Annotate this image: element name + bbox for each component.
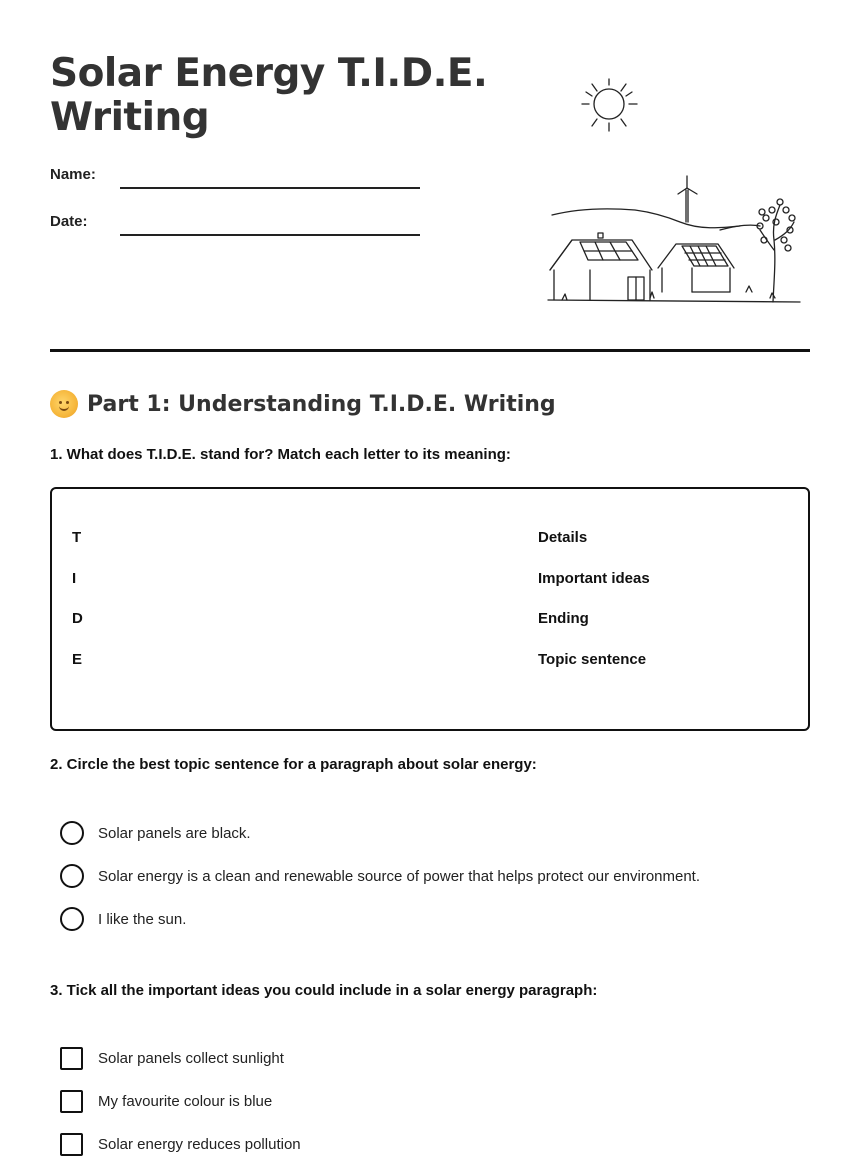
q2-option[interactable] bbox=[60, 863, 700, 889]
q3-option-label: Solar panels collect sunlight bbox=[98, 1049, 284, 1067]
q2-option[interactable] bbox=[60, 820, 251, 846]
match-letter[interactable]: D bbox=[72, 610, 83, 627]
checkbox[interactable] bbox=[60, 1133, 83, 1156]
radio-circle[interactable] bbox=[60, 821, 84, 845]
match-meaning[interactable]: Ending bbox=[538, 610, 589, 627]
checkbox[interactable] bbox=[60, 1047, 83, 1070]
match-letter[interactable]: T bbox=[72, 529, 82, 546]
date-label: Date: bbox=[50, 213, 88, 230]
part1-title: Part 1: Understanding T.I.D.E. Writing bbox=[87, 391, 556, 417]
header-divider bbox=[50, 349, 810, 352]
q2-option-label: I like the sun. bbox=[98, 910, 187, 928]
q3-option-label: Solar energy reduces pollution bbox=[98, 1135, 301, 1153]
q3-option[interactable] bbox=[60, 1088, 272, 1114]
match-letter[interactable]: E bbox=[72, 651, 83, 668]
q1-prompt: 1. What does T.I.D.E. stand for? Match each letter to its meaning: bbox=[50, 446, 511, 463]
sun-icon bbox=[582, 79, 637, 131]
radio-circle[interactable] bbox=[60, 907, 84, 931]
match-meaning[interactable]: Important ideas bbox=[538, 570, 650, 587]
house-left bbox=[550, 233, 652, 300]
worksheet-title: Solar Energy T.I.D.E. Writing bbox=[50, 51, 488, 140]
match-meaning[interactable]: Topic sentence bbox=[538, 651, 647, 668]
q2-option-label: Solar panels are black. bbox=[98, 824, 251, 842]
match-letter[interactable]: I bbox=[72, 570, 77, 587]
date-field[interactable] bbox=[120, 234, 420, 236]
matching-box bbox=[50, 487, 810, 731]
house-right bbox=[658, 244, 734, 292]
solar-houses-illustration bbox=[540, 70, 810, 310]
name-label: Name: bbox=[50, 166, 96, 183]
match-meaning[interactable]: Details bbox=[538, 529, 588, 546]
checkbox[interactable] bbox=[60, 1090, 83, 1113]
tree-icon bbox=[757, 199, 795, 302]
q3-prompt: 3. Tick all the important ideas you could include in a solar energy paragraph: bbox=[50, 982, 598, 999]
q3-option-label: My favourite colour is blue bbox=[98, 1092, 273, 1110]
sun-face-icon bbox=[50, 390, 78, 418]
q3-option[interactable] bbox=[60, 1131, 301, 1157]
part1-heading bbox=[50, 387, 556, 421]
wind-turbine-icon bbox=[678, 176, 697, 222]
q2-option-label: Solar energy is a clean and renewable source of power that helps protect our environment. bbox=[98, 867, 701, 885]
q2-prompt: 2. Circle the best topic sentence for a paragraph about solar energy: bbox=[50, 756, 537, 773]
name-field[interactable] bbox=[120, 187, 420, 189]
radio-circle[interactable] bbox=[60, 864, 84, 888]
q2-option[interactable] bbox=[60, 906, 186, 932]
q3-option[interactable] bbox=[60, 1045, 284, 1071]
